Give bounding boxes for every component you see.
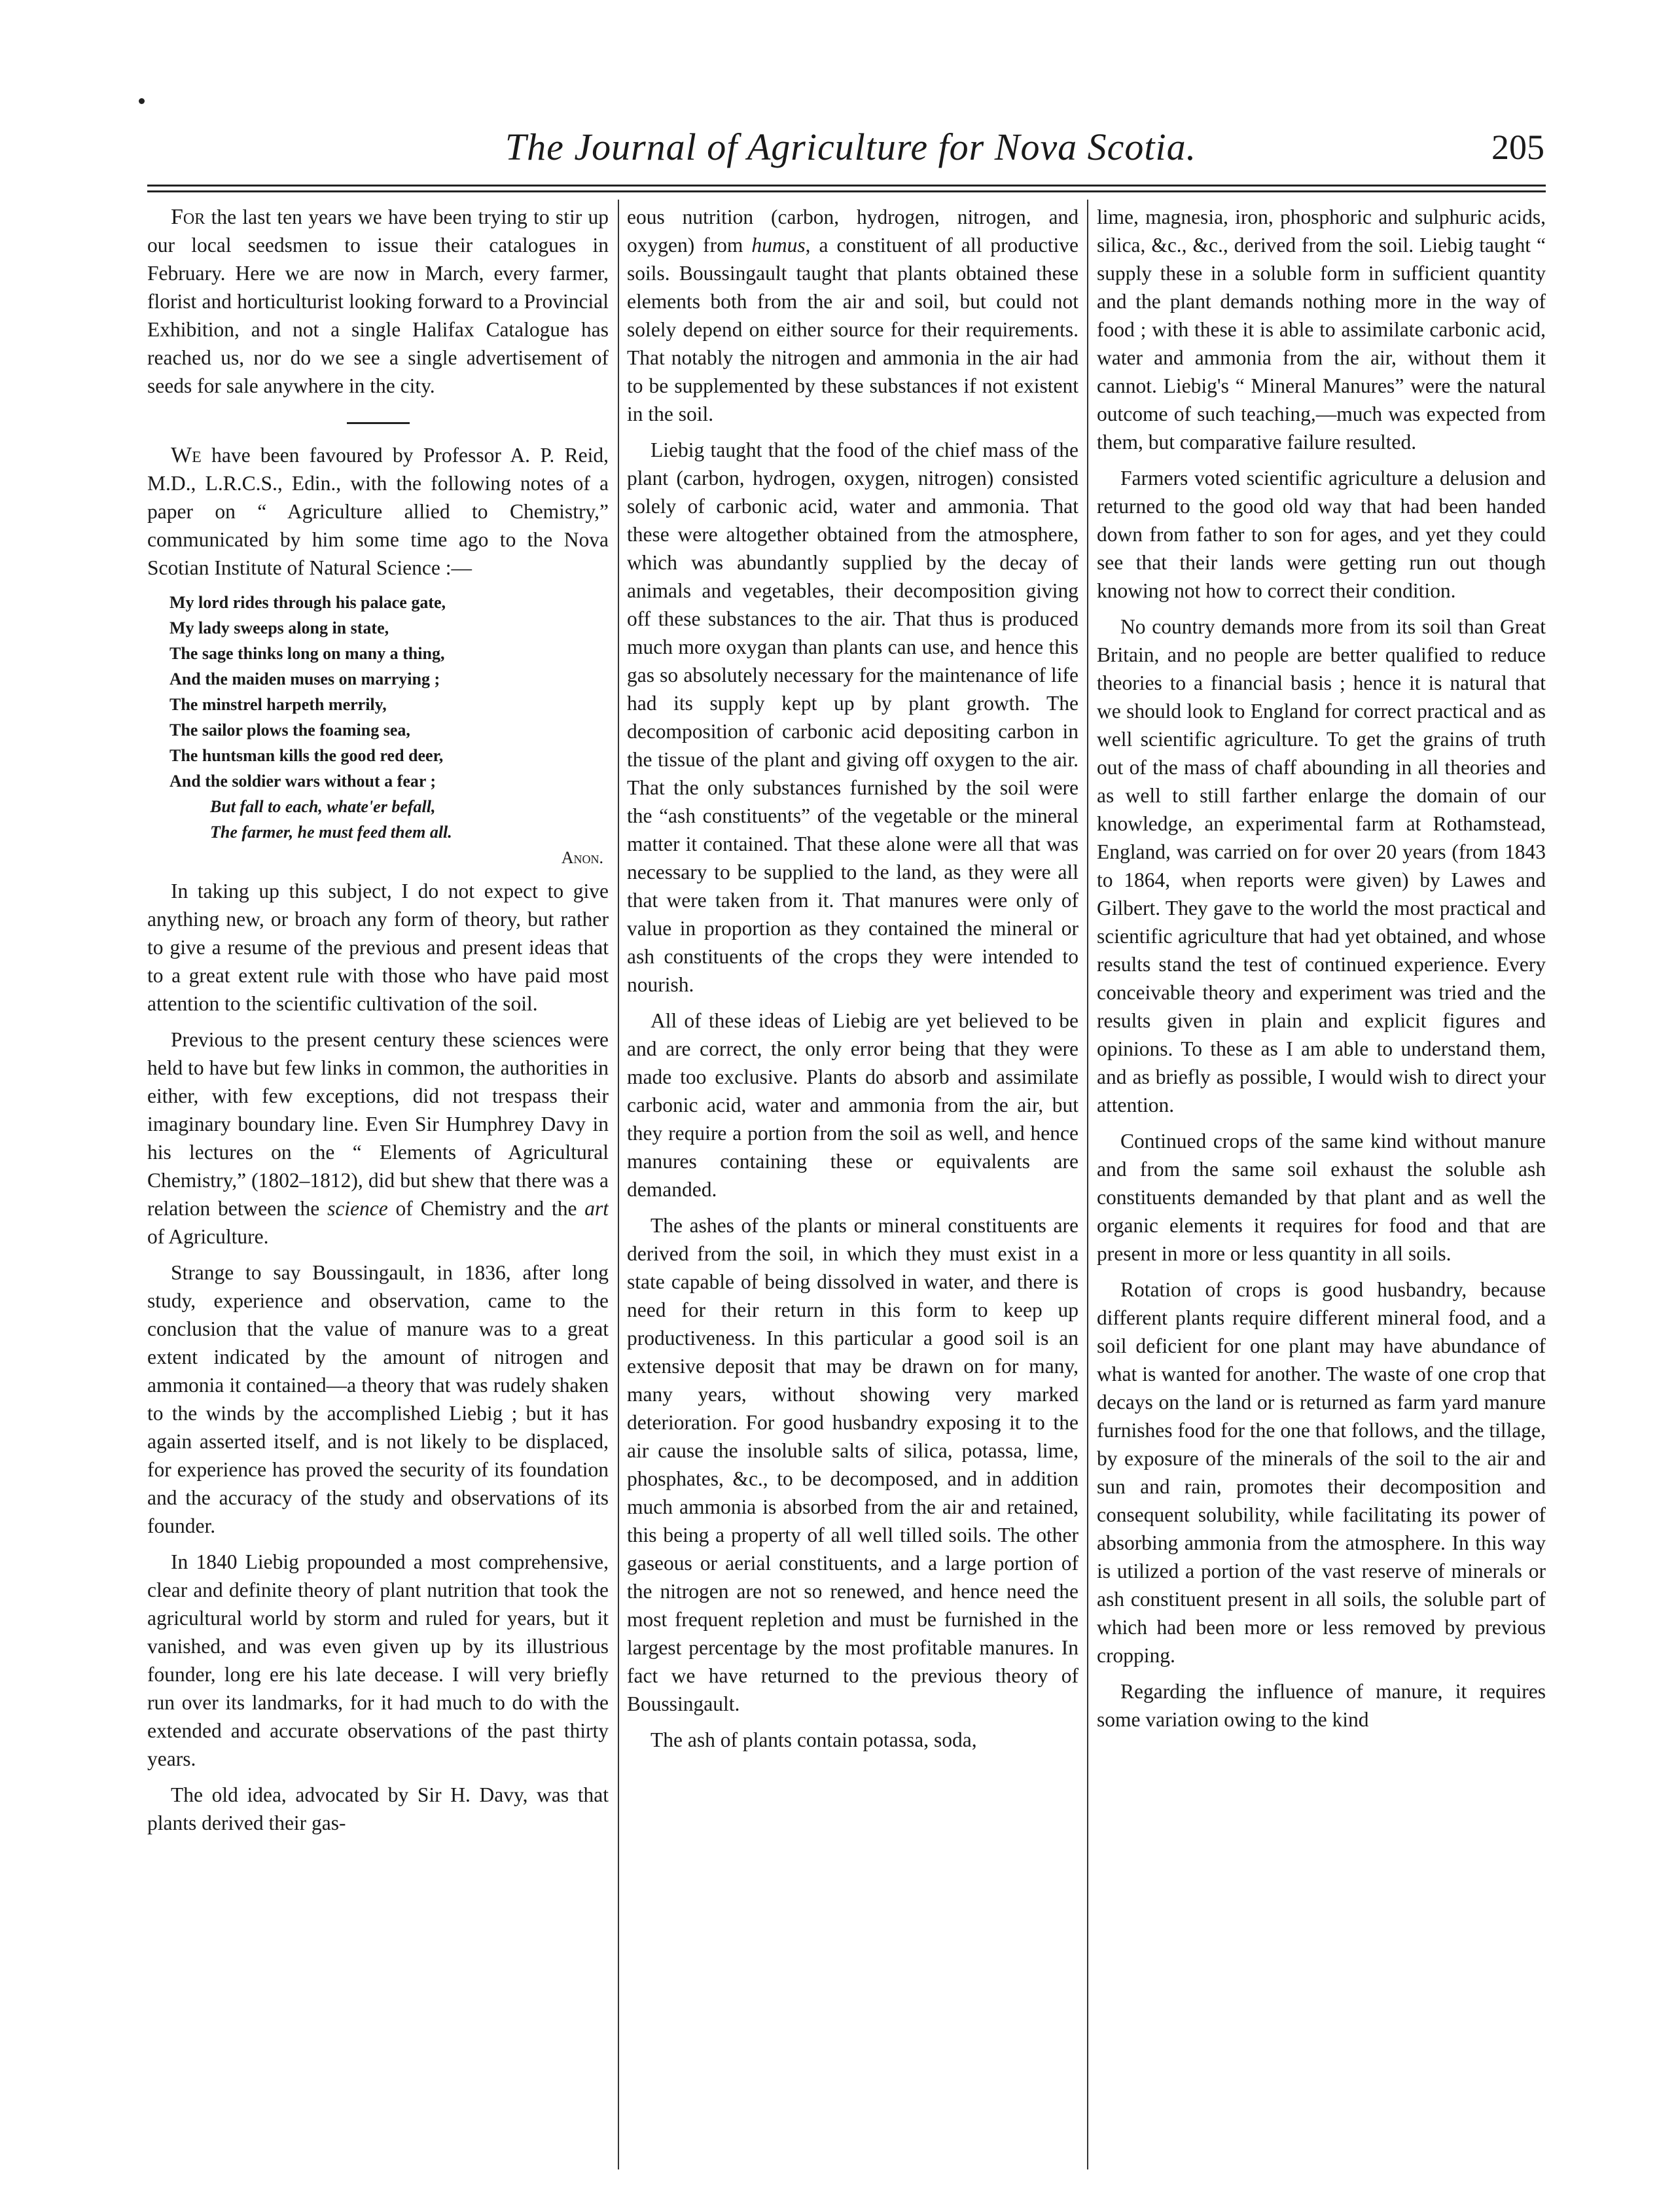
paragraph: No country demands more from its soil than Great Britain, and no people are better qualified to reduce theories to a financial basis ; hence it is natural that we should look to England for correct practical and as well scientific agriculture. To get the grains of truth out of the mass of chaff abounding in all theories and as well to still farther enlarge the domain of our knowledge, an experimental farm at Rothamstead, England, was carried on for over 20 years (from 1843 to 1864, when reports were given) by Lawes and Gilbert. They gave to the world the most practical and scientific agriculture that had yet obtained, and whose results stand the test of continued experience. Every conceivable theory and experiment was tried and the results given in plain and explicit figures and opinions. To these as I am able to understand them, and as briefly as possible, I would wish to direct your attention. (1097, 615, 1546, 1116)
paragraph: Rotation of crops is good husbandry, because different plants require different mineral food, and a soil deficient for one plant may have abundance of what is wanted for another. The waste of one crop that decays on the land or is returned as farm yard manure furnishes food for the one that follows, and the tillage, by exposure of the minerals of the soil to the air and sun and rain, promotes their decomposition and consequent solubility, while facilitating its power of absorbing ammonia from the atmosphere. In this way is utilized a portion of the vast reserve of minerals or ash constituent present in all soils, the soluble part of which had been more or less removed by previous cropping. (1097, 1278, 1546, 1667)
paragraph: Continued crops of the same kind without manure and from the same soil exhaust the soluble ash constituents demanded by that plant and as well the organic elements it requires for food and that are present in more or less quantity in all soils. (1097, 1130, 1546, 1265)
lead-word: We (171, 443, 202, 467)
poem-line: But fall to each, whate'er befall, (210, 797, 436, 816)
paragraph: The ash of plants contain potassa, soda, (651, 1728, 977, 1751)
poem-line: The minstrel harpeth merrily, (169, 695, 387, 714)
paragraph: Strange to say Boussingault, in 1836, after long study, experience and observation, came to the conclusion that the value of manure was to a great extent indicated by the amount of nitrogen and ammonia it contained—a theory that was rudely shaken to the winds by the accomplished Liebig ; but it has again asserted itself, and is not likely to be displaced, for experience has proved the security of its foundation and the accuracy of the study and observations of its founder. (147, 1261, 609, 1537)
paragraph: In taking up this subject, I do not expect to give anything new, or broach any form of theory, but rather to give a resume of the previous and present ideas that to a great extent rule with those who have paid most attention to the scientific cultivation of the soil. (147, 880, 609, 1015)
paragraph: The old idea, advocated by Sir H. Davy, was that plants derived their gas- (147, 1783, 609, 1834)
poem-line: And the soldier wars without a fear ; (169, 772, 437, 791)
poem-line: And the maiden muses on marrying ; (169, 669, 440, 688)
poem (147, 590, 609, 870)
running-title: The Journal of Agriculture for Nova Scotia. (505, 126, 1197, 168)
paragraph-continued: eous nutrition (carbon, hydrogen, nitrogen, and oxygen) from humus, a constituent of all productive soils. Boussingault taught that plants obtained these elements both from the air and soil, but could not solely depend on either source for their requirements. That notably the nitrogen and ammonia in the air had to be supplemented by these substances if not existent in the soil. (627, 205, 1079, 425)
paragraph: Regarding the influence of manure, it requires some variation owing to the kind (1097, 1680, 1546, 1731)
poem-line: The huntsman kills the good red deer, (169, 746, 444, 765)
column-1 (147, 203, 609, 2169)
column-divider-2 (1087, 200, 1088, 2169)
paragraph: Farmers voted scientific agriculture a delusion and returned to the good old way that had been handed down from father to son for ages, and yet they could see that their lands were getting run out though knowing not how to correct their condition. (1097, 467, 1546, 602)
header-rule (147, 185, 1546, 192)
page-number: 205 (1491, 128, 1544, 167)
column-divider-1 (618, 200, 619, 2169)
paragraph: The ashes of the plants or mineral constituents are derived from the soil, in which they must exist in a state capable of being dissolved in water, and there is need for their return in this form to keep up productiveness. In this particular a good soil is an extensive deposit that may be drawn on for many, many years, without showing very marked deterioration. For good husbandry exposing it to the air cause the insoluble salts of silica, potassa, lime, phosphates, &c., to be decomposed, and in addition much ammonia is absorbed from the air and retained, this being a property of all well tilled soils. The other gaseous or aerial constituents, and a large portion of the nitrogen are not so renewed, and hence need the most frequent repletion and must be furnished in the largest percentage by the most profitable manures. In fact we have returned to the previous theory of Boussingault. (627, 1214, 1079, 1715)
paragraph: Liebig taught that the food of the chief mass of the plant (carbon, hydrogen, oxygen, nitrogen) consisted solely of carbonic acid, water and ammonia. That these were altogether obtained from the atmosphere, which was abundantly supplied by the decay of animals and vegetables, their decomposition giving off these substances to the air. That thus is produced much more oxygan than plants can use, and hence this gas so absolutely necessary for the maintenance of life had its supply kept up by plant growth. The decomposition of carbonic acid depositing carbon in the tissue of the plant and giving off oxygen to the air. That the only substances furnished by the soil were the “ash constituents” of the vegetable or the mineral matter it contained. That these alone were all that was necessary to be supplied to the land, as they were all that were taken from it. That manures were only of value in proportion as they contained the mineral or ash constituents of the crops they were intended to nourish. (627, 438, 1079, 996)
lead-word: For (171, 205, 205, 229)
paragraph: Previous to the present century these sciences were held to have but few links in common, the authorities in either, with few exceptions, did not trespass their imaginary boundary line. Even Sir Humphrey Davy in his lectures on the “ Elements of Agricultural Chemistry,” (1802–1812), did but shew that there was a relation between the science of Chemistry and the art of Agriculture. (147, 1028, 609, 1248)
paragraph: In 1840 Liebig propounded a most comprehensive, clear and definite theory of plant nutrition that took the agricultural world by storm and ruled for years, but it vanished, and was even given up by its illustrious founder, long ere his late decease. I will very briefly run over its landmarks, for it had much to do with the extended and accurate observations of the past thirty years. (147, 1550, 609, 1770)
paragraph: All of these ideas of Liebig are yet believed to be and are correct, the only error being that they were made too exclusive. Plants do absorb and assimilate carbonic acid, water and ammonia from the air, but they require a portion from the soil as well, and hence manures containing these or equivalents are demanded. (627, 1009, 1079, 1201)
poem-line: The farmer, he must feed them all. (210, 823, 452, 842)
paragraph-intro: We have been favoured by Professor A. P. Reid, M.D., L.R.C.S., Edin., with the following notes of a paper on “ Agriculture allied to Chemistry,” communicated by him some time ago to the Nova Scotian Institute of Natural Science :— (147, 443, 609, 579)
paragraph-continued: lime, magnesia, iron, phosphoric and sulphuric acids, silica, &c., &c., derived from the soil. Liebig taught “ supply these in a soluble form in sufficient quantity and the plant demands nothing more in the way of food ; with these it is able to assimilate carbonic acid, water and ammonia from the air, without them it cannot. Liebig's “ Mineral Manures” were the natural outcome of such teaching,—much was expected from them, but comparative failure resulted. (1097, 205, 1546, 454)
poem-line: The sailor plows the foaming sea, (169, 721, 410, 740)
paragraph-seedsmen: For the last ten years we have been trying to stir up our local seedsmen to issue their catalogues in February. Here we are now in March, every farmer, florist and horticulturist looking forward to a Provincial Exhibition, and not a single Halifax Catalogue has reached us, nor do we see a single advertisement of seeds for sale anywhere in the city. (147, 205, 609, 397)
column-2 (627, 203, 1079, 2169)
section-separator (347, 422, 410, 424)
poem-line: My lord rides through his palace gate, (169, 593, 446, 612)
poem-line: My lady sweeps along in state, (169, 618, 389, 637)
poem-attribution: Anon. (561, 848, 603, 867)
column-3 (1097, 203, 1546, 2169)
poem-line: The sage thinks long on many a thing, (169, 644, 445, 663)
stray-mark (139, 98, 145, 104)
